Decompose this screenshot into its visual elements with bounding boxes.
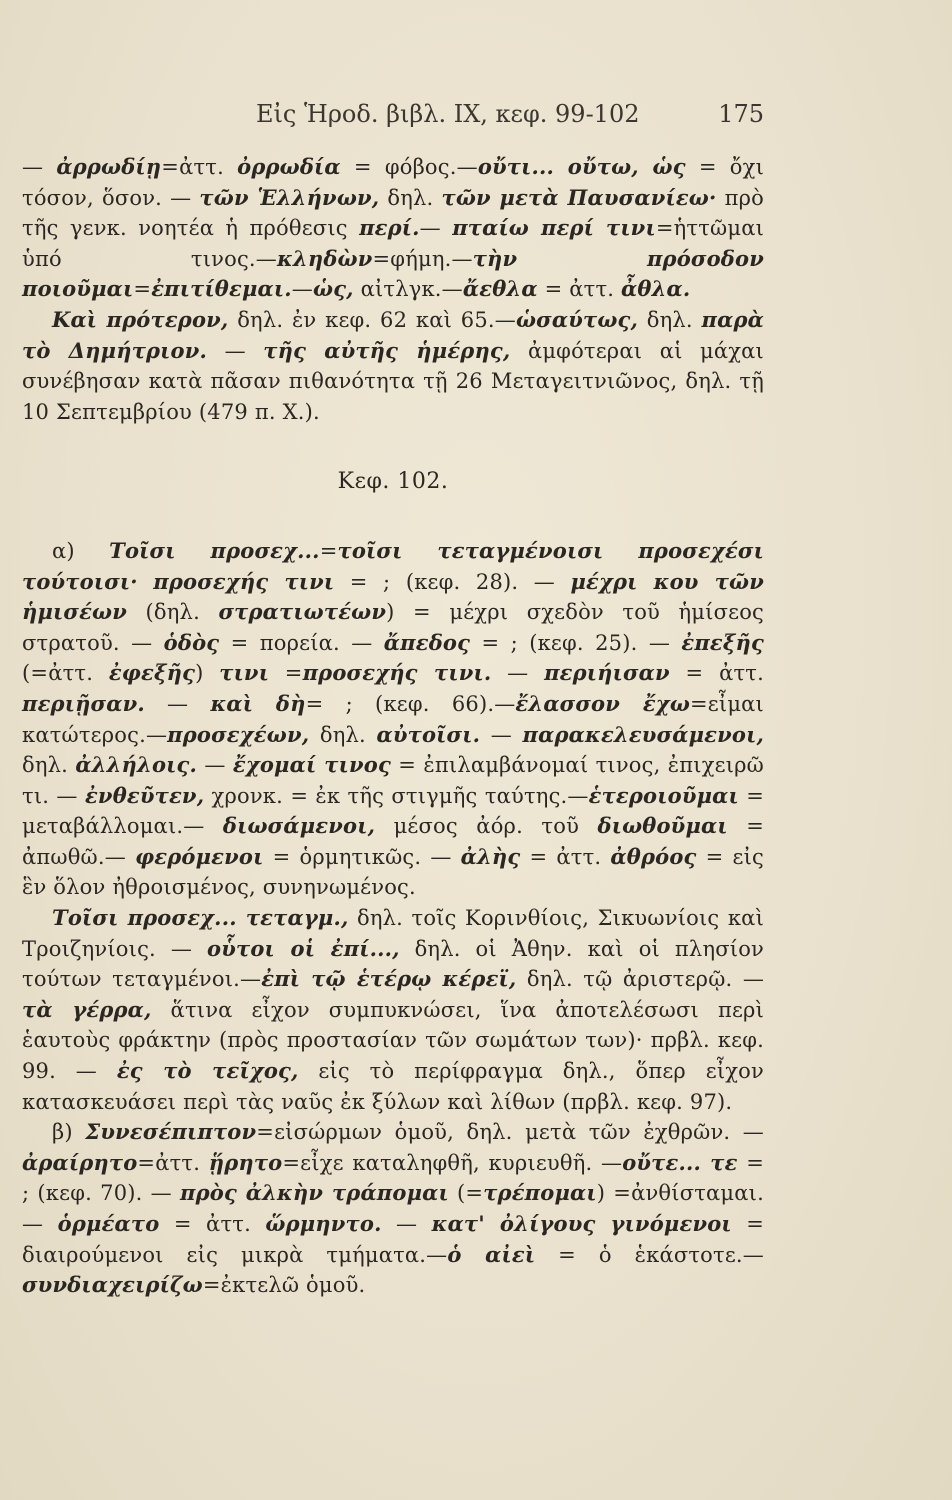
lemma-term: τῶν Ἑλλήνων,: [199, 184, 380, 210]
gloss-text: αἰτλγκ.—: [353, 277, 463, 302]
lemma-term: διωσάμενοι,: [222, 813, 376, 839]
commentary-body: [22, 152, 764, 1301]
gloss-text: =: [133, 277, 152, 302]
lemma-term: ὥρμηντο.: [265, 1211, 382, 1236]
lemma-term: Τοῖσι προσεχ...: [109, 537, 320, 563]
gloss-text: ἅτινα εἶχον συμπυκνώσει, ἵνα ἀποτελέσωσι περὶ ἑαυτοὺς φράκτην (πρὸς προστασίαν τῶν σωμάτων των)· πρβλ. κεφ. 99. —: [22, 997, 765, 1084]
gloss-text: α): [52, 538, 110, 563]
gloss-text: (δηλ.: [127, 600, 219, 625]
running-title: Εἰς Ἡροδ. βιβλ. IX, κεφ. 99-102: [256, 100, 640, 128]
lemma-term: διωθοῦμαι: [597, 813, 728, 839]
gloss-text: πρὸ τῆς γενκ. νοητέα ἡ πρόθεσις: [22, 185, 764, 241]
gloss-text: —: [291, 277, 313, 302]
lemma-term: ὁδὸς: [163, 629, 220, 655]
gloss-text: Κεφ. 102.: [337, 469, 449, 495]
lemma-term: ὁ αἰεὶ: [447, 1241, 536, 1267]
lemma-term: ἑτεροιοῦμαι: [588, 782, 739, 808]
lemma-term: ἐφεξῆς: [108, 660, 196, 686]
gloss-text: = ; (κεφ. 66).—: [305, 691, 516, 716]
lemma-term: ἆθλα.: [621, 276, 691, 302]
lemma-term: τινι: [219, 660, 270, 686]
gloss-text: —: [491, 661, 545, 686]
lemma-term: ὡς,: [313, 276, 354, 302]
gloss-text: =εἶχε καταληφθῆ, κυριευθῆ. —: [282, 1150, 623, 1175]
lemma-term: ὡσαύτως,: [515, 306, 639, 332]
gloss-text: δηλ. τοῖς Κορινθίοις, Σικυωνίοις καὶ Τροιζηνίοις. —: [22, 906, 764, 961]
lemma-term: ἀρρωδίῃ: [56, 154, 162, 179]
gloss-text: —: [381, 1212, 432, 1236]
gloss-text: =φήμη.—: [372, 246, 473, 271]
gloss-text: δηλ.: [22, 753, 76, 778]
gloss-text: = μεταβάλλομαι.—: [22, 783, 765, 839]
gloss-text: = πορεία. —: [219, 630, 384, 655]
gloss-text: =ἐκτελῶ ὁμοῦ.: [202, 1273, 366, 1298]
lemma-term: ἔχομαί τινος: [232, 752, 391, 778]
lemma-term: οὔτι... οὔτω, ὡς: [477, 154, 686, 179]
lemma-term: ᾕρητο: [208, 1149, 283, 1175]
lemma-term: οὔτε... τε: [622, 1149, 738, 1175]
gloss-text: —: [144, 691, 211, 716]
gloss-text: = ἀπωθῶ.—: [22, 814, 765, 869]
lemma-term: πρὸς ἀλκὴν τράπομαι: [180, 1180, 449, 1206]
lemma-term: προσεχής τινι.: [302, 660, 492, 686]
gloss-text: —: [207, 338, 264, 363]
lemma-term: μέχρι κου τῶν ἡμισέων: [22, 568, 764, 625]
lemma-term: καὶ δὴ: [210, 690, 306, 716]
paragraph-gloss-beta: [22, 1117, 764, 1301]
gloss-text: = ; (κεφ. 70). —: [22, 1150, 764, 1206]
gloss-text: δηλ. ἐν κεφ. 62 καὶ 65.—: [228, 307, 516, 332]
gloss-text: δηλ.: [638, 307, 702, 332]
lemma-term: τὰ γέρρα,: [22, 996, 152, 1022]
gloss-text: (=: [448, 1181, 484, 1206]
lemma-term: Συνεσέπιπτον: [85, 1119, 257, 1145]
lemma-term: ὁρμέατο: [57, 1211, 160, 1236]
lemma-term: τὴν πρόσοδον ποιοῦμαι: [22, 245, 764, 302]
lemma-term: ἔλασσον ἔχω: [515, 690, 691, 716]
lemma-term: ἀραίρητο: [22, 1149, 138, 1175]
lemma-term: τοῖσι τεταγμένοισι προσεχέσι τούτοισι·: [22, 537, 764, 594]
lemma-term: ἐνθεῦτεν,: [84, 782, 205, 808]
gloss-text: δηλ. τῷ ἀριστερῷ. —: [516, 967, 765, 992]
gloss-text: —: [419, 216, 453, 241]
gloss-text: =εἶμαι κατώτερος.—: [22, 691, 764, 747]
lemma-term: ἄεθλα: [462, 276, 538, 302]
lemma-term: περιήισαν: [544, 660, 670, 686]
lemma-term: κληδὼν: [276, 245, 373, 271]
gloss-text: [138, 570, 154, 594]
gloss-text: = ὄχι τόσον, ὅσον. —: [22, 155, 765, 210]
lemma-term: συνδιαχειρίζω: [22, 1272, 203, 1298]
gloss-text: μέσος ἀόρ. τοῦ: [375, 814, 598, 839]
gloss-text: (=ἀττ.: [22, 661, 109, 686]
lemma-term: τρέπομαι: [483, 1180, 597, 1206]
gloss-text: =: [319, 538, 338, 563]
gloss-text: = ; (κεφ. 25). —: [470, 630, 682, 655]
page-number: 175: [718, 100, 764, 128]
gloss-text: = ἀττ.: [159, 1212, 266, 1236]
lemma-term: ὀρρωδία: [237, 154, 341, 179]
lemma-term: περί.: [359, 215, 420, 241]
gloss-text: = φόβος.—: [340, 155, 478, 179]
lemma-term: οὗτοι οἱ ἐπί...,: [207, 935, 400, 961]
lemma-term: αὐτοῖσι.: [376, 721, 481, 747]
lemma-term: Καὶ πρότερον,: [52, 306, 229, 332]
lemma-term: Τοῖσι προσεχ... τεταγμ.,: [52, 905, 349, 931]
lemma-term: κατ' ὀλίγους γινόμενοι: [431, 1211, 732, 1236]
lemma-term: περιῇσαν.: [22, 690, 145, 716]
lemma-term: ἐπιτίθεμαι.: [151, 276, 292, 302]
gloss-text: =ἀττ.: [161, 155, 238, 179]
gloss-text: = ἀττ.: [520, 844, 611, 869]
paragraph-gloss-chapter-101: [22, 152, 764, 305]
running-header: [0, 100, 952, 140]
paragraph-gloss-proteron: [22, 305, 764, 427]
gloss-text: = ὁ ἑκάστοτε.—: [535, 1242, 765, 1267]
gloss-text: = ἀττ.: [669, 661, 764, 686]
lemma-term: ἄπεδος: [383, 629, 471, 655]
lemma-term: τῶν μετὰ Παυσανίεω·: [441, 184, 717, 210]
lemma-term: φερόμενοι: [135, 843, 264, 869]
lemma-term: ἐπὶ τῷ ἑτέρῳ κέρεϊ,: [261, 966, 517, 992]
gloss-text: —: [22, 155, 57, 179]
chapter-heading: [22, 467, 764, 498]
gloss-text: χρονκ. = ἐκ τῆς στιγμῆς ταύτης.—: [204, 783, 589, 808]
lemma-term: ἐπεξῆς: [681, 629, 764, 655]
gloss-text: ) =ἀνθίσταμαι. —: [22, 1181, 764, 1236]
gloss-text: β): [52, 1120, 86, 1145]
gloss-text: =ἡττῶμαι ὑπό τινος.—: [22, 216, 765, 271]
gloss-text: εἰς τὸ περίφραγμα δηλ., ὅπερ εἶχον κατασκευάσει περὶ τὰς ναῦς ἐκ ξύλων καὶ λίθων (πρβλ. κεφ. 97).: [22, 1059, 764, 1114]
lemma-term: πταίω περί τινι: [452, 215, 656, 241]
lemma-term: ἀλὴς: [460, 843, 521, 869]
gloss-text: = ἀττ.: [537, 277, 622, 302]
gloss-text: = ὁρμητικῶς. —: [263, 844, 461, 869]
lemma-term: τῆς αὐτῆς ἡμέρης,: [263, 337, 511, 363]
gloss-text: = διαιρούμενοι εἰς μικρὰ τμήματα.—: [22, 1212, 765, 1267]
lemma-term: παρὰ τὸ Δημήτριον.: [22, 306, 764, 363]
gloss-text: —: [197, 753, 233, 778]
gloss-text: ) = μέχρι σχεδὸν τοῦ ἡμίσεος στρατοῦ. —: [22, 600, 765, 655]
gloss-text: = ἐπιλαμβάνομαί τινος, ἐπιχειρῶ τι. —: [22, 753, 765, 808]
gloss-text: δηλ.: [379, 185, 442, 210]
lemma-term: προσεχής τινι: [153, 568, 335, 594]
gloss-text: δηλ. οἱ Ἀθην. καὶ οἱ πλησίον τούτων τεταγμένοι.—: [22, 936, 764, 992]
lemma-term: ἀλλήλοις.: [75, 752, 198, 778]
gloss-text: ): [195, 661, 220, 686]
gloss-text: δηλ.: [309, 722, 377, 747]
paragraph-gloss-alpha: [22, 536, 764, 903]
gloss-text: = εἰς ἓν ὅλον ἠθροισμένος, συνηνωμένος.: [22, 844, 764, 900]
lemma-term: προσεχέων,: [167, 721, 310, 747]
gloss-text: —: [480, 722, 523, 747]
gloss-text: =: [269, 661, 303, 686]
gloss-text: =εἰσώρμων ὁμοῦ, δηλ. μετὰ τῶν ἐχθρῶν. —: [256, 1120, 765, 1145]
gloss-text: ἀμφότεραι αἱ μάχαι συνέβησαν κατὰ πᾶσαν πιθανότητα τῇ 26 Μεταγειτνιῶνος, δηλ. τῇ 10 Σεπτεμβρίου (479 π. Χ.).: [22, 338, 764, 424]
lemma-term: ἀθρόος: [610, 843, 697, 869]
paragraph-gloss-toisi-prosech: [22, 903, 764, 1117]
gloss-text: =ἀττ.: [137, 1150, 209, 1175]
lemma-term: στρατιωτέων: [218, 599, 387, 625]
lemma-term: ἐς τὸ τεῖχος,: [116, 1058, 299, 1084]
lemma-term: παρακελευσάμενοι,: [522, 721, 765, 747]
gloss-text: = ; (κεφ. 28). —: [334, 569, 571, 594]
